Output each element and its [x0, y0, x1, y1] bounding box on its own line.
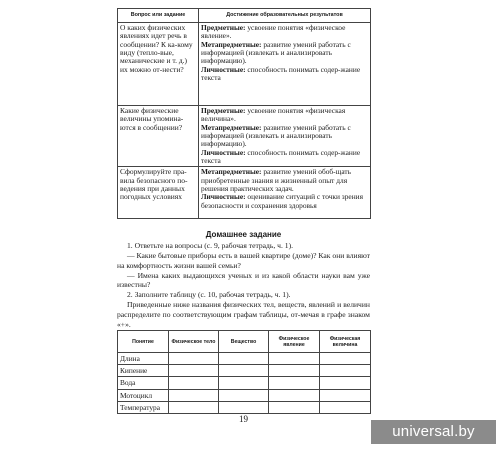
- result-text: усвоение понятия «физическое явление».: [201, 23, 346, 41]
- blank-cell[interactable]: [269, 365, 320, 377]
- column-header-quantity: Физическая величина: [320, 331, 371, 353]
- blank-cell[interactable]: [219, 353, 269, 365]
- blank-cell[interactable]: [269, 401, 320, 413]
- table-row: [118, 377, 371, 389]
- result-text: усвоение понятия «физическая величина».: [201, 106, 346, 124]
- result-label: Метапредметные:: [201, 167, 262, 177]
- homework-paragraph: Приведенные ниже названия физических тел, веществ, явлений и величин распределите по соответствующим графам таблицы, от-мечая в графе знаком «+».: [117, 300, 370, 329]
- blank-cell[interactable]: [219, 389, 269, 401]
- results-cell: [199, 23, 371, 106]
- result-label: Личностные:: [201, 147, 246, 157]
- blank-cell[interactable]: [320, 353, 371, 365]
- result-label: Метапредметные:: [201, 122, 262, 132]
- blank-cell[interactable]: [269, 377, 320, 389]
- blank-cell[interactable]: [320, 389, 371, 401]
- blank-cell[interactable]: [320, 377, 371, 389]
- result-text: развитие умений обоб-щать приобретенные знания и жизненный опыт для решения практических задач.: [201, 167, 352, 194]
- table-row: [118, 23, 371, 106]
- blank-cell[interactable]: [169, 353, 219, 365]
- blank-cell[interactable]: [219, 377, 269, 389]
- homework-paragraph: — Какие бытовые приборы есть в вашей квартире (доме)? Как они влияют на комфортность жизни вашей семьи?: [117, 250, 370, 270]
- homework-paragraph: 1. Ответьте на вопросы (с. 9, рабочая тетрадь, ч. 1).: [127, 241, 294, 250]
- concept-cell: Вода: [118, 377, 169, 389]
- result-text: оценивание ситуаций с точки зрения безопасности и сохранения здоровья: [201, 192, 364, 210]
- table-header-row: [118, 331, 371, 353]
- homework-paragraph: 2. Заполните таблицу (с. 10, рабочая тетрадь, ч. 1).: [127, 290, 291, 300]
- result-label: Личностные:: [201, 192, 246, 202]
- blank-cell[interactable]: [269, 353, 320, 365]
- question-cell: О каких физических явлениях идет речь в сообщении? К ка-кому виду (тепло-вые, механические и т. д.) их можно от-нести?: [118, 23, 199, 106]
- column-header-phenomenon: Физическое явление: [269, 331, 320, 353]
- result-text: развитие умений работать с информацией (извлекать и анализировать информацию).: [201, 39, 351, 66]
- question-cell: Сформулируйте пра-вила безопасного по-ведения при данных погодных условиях: [118, 167, 199, 219]
- table-header-row: [118, 9, 371, 23]
- learning-outcomes-table: [117, 8, 371, 219]
- homework-paragraph: — Имена каких выдающихся ученых и из какой области науки вам уже известны?: [117, 270, 370, 290]
- column-header-results: Достижение образовательных результатов: [199, 9, 371, 23]
- result-label: Предметные:: [201, 23, 246, 32]
- blank-cell[interactable]: [320, 401, 371, 413]
- result-line: [201, 107, 368, 124]
- blank-cell[interactable]: [269, 389, 320, 401]
- result-line: [201, 193, 368, 210]
- result-line: [201, 149, 368, 166]
- page-number: 19: [239, 414, 248, 424]
- result-label: Личностные:: [201, 64, 246, 74]
- result-line: [201, 66, 368, 83]
- concept-cell: Кипение: [118, 365, 169, 377]
- concept-cell: Мотоцикл: [118, 389, 169, 401]
- table-row: [118, 353, 371, 365]
- concept-cell: Температура: [118, 401, 169, 413]
- result-line: [201, 168, 368, 193]
- watermark-logo: universal.by: [371, 420, 496, 444]
- concept-cell: Длина: [118, 353, 169, 365]
- column-header-question: Вопрос или задание: [118, 9, 199, 23]
- results-cell: [199, 106, 371, 167]
- column-header-concept: Понятие: [118, 331, 169, 353]
- result-label: Предметные:: [201, 106, 246, 115]
- table-row: [118, 389, 371, 401]
- result-line: [201, 41, 368, 66]
- column-header-substance: Вещество: [219, 331, 269, 353]
- blank-cell[interactable]: [169, 389, 219, 401]
- blank-cell[interactable]: [169, 365, 219, 377]
- homework-text: [117, 241, 370, 330]
- blank-cell[interactable]: [219, 401, 269, 413]
- result-line: [201, 24, 368, 41]
- result-text: способность понимать содер-жание текста: [201, 64, 361, 83]
- table-row: [118, 365, 371, 377]
- blank-cell[interactable]: [169, 401, 219, 413]
- classification-table: [117, 330, 371, 414]
- table-row: [118, 106, 371, 167]
- table-row: [118, 167, 371, 219]
- table-row: [118, 401, 371, 413]
- result-text: способность понимать содер-жание текста: [201, 147, 361, 166]
- column-header-physical-body: Физическое тело: [169, 331, 219, 353]
- blank-cell[interactable]: [169, 377, 219, 389]
- result-label: Метапредметные:: [201, 39, 262, 49]
- question-cell: Какие физические величины упомина-ются в сообщении?: [118, 106, 199, 167]
- results-cell: [199, 167, 371, 219]
- result-text: развитие умений работать с информацией (извлекать и анализировать информацию).: [201, 122, 351, 149]
- homework-heading: Домашнее задание: [205, 230, 282, 239]
- result-line: [201, 124, 368, 149]
- blank-cell[interactable]: [219, 365, 269, 377]
- blank-cell[interactable]: [320, 365, 371, 377]
